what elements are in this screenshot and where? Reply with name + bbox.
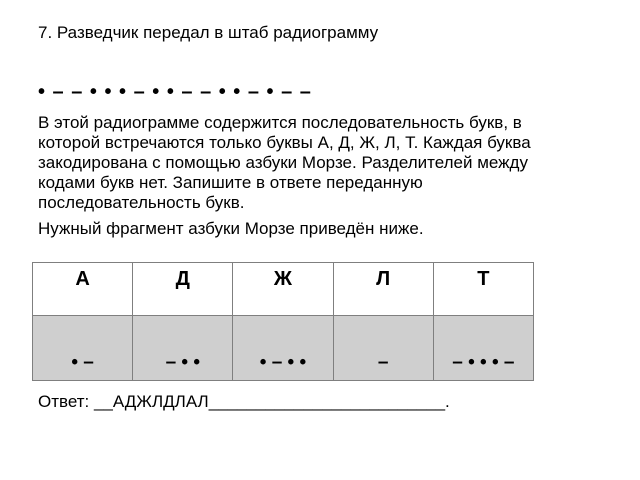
code-cell-zh: • – • • <box>233 316 333 381</box>
letter-cell-t: Т <box>433 263 533 316</box>
code-cell-t: – • • • – <box>433 316 533 381</box>
letter-cell-a: А <box>33 263 133 316</box>
table-header-row <box>33 263 534 316</box>
letter-cell-zh: Ж <box>233 263 333 316</box>
task-title: 7. Разведчик передал в штаб радиограмму <box>38 23 379 42</box>
task-hint: Нужный фрагмент азбуки Морзе приведён ниже. <box>38 219 424 238</box>
code-cell-d: – • • <box>133 316 233 381</box>
code-cell-l: – <box>333 316 433 381</box>
table-code-row <box>33 316 534 381</box>
answer-line: Ответ: __АДЖЛДЛАЛ_________________________. <box>38 392 450 411</box>
task-description: В этой радиограмме содержится последовательность букв, в которой встречаются только буквы А, Д, Ж, Л, Т. Каждая буква закодирована с помощью азбуки Морзе. Разделителей между кодами букв нет. Запишите в ответе переданную последовательность букв. <box>38 113 531 212</box>
letter-cell-l: Л <box>333 263 433 316</box>
morse-message: • – – • • • – • • – – • • – • – – <box>38 81 312 103</box>
letter-cell-d: Д <box>133 263 233 316</box>
code-cell-a: • – <box>33 316 133 381</box>
morse-code-table <box>32 262 534 381</box>
